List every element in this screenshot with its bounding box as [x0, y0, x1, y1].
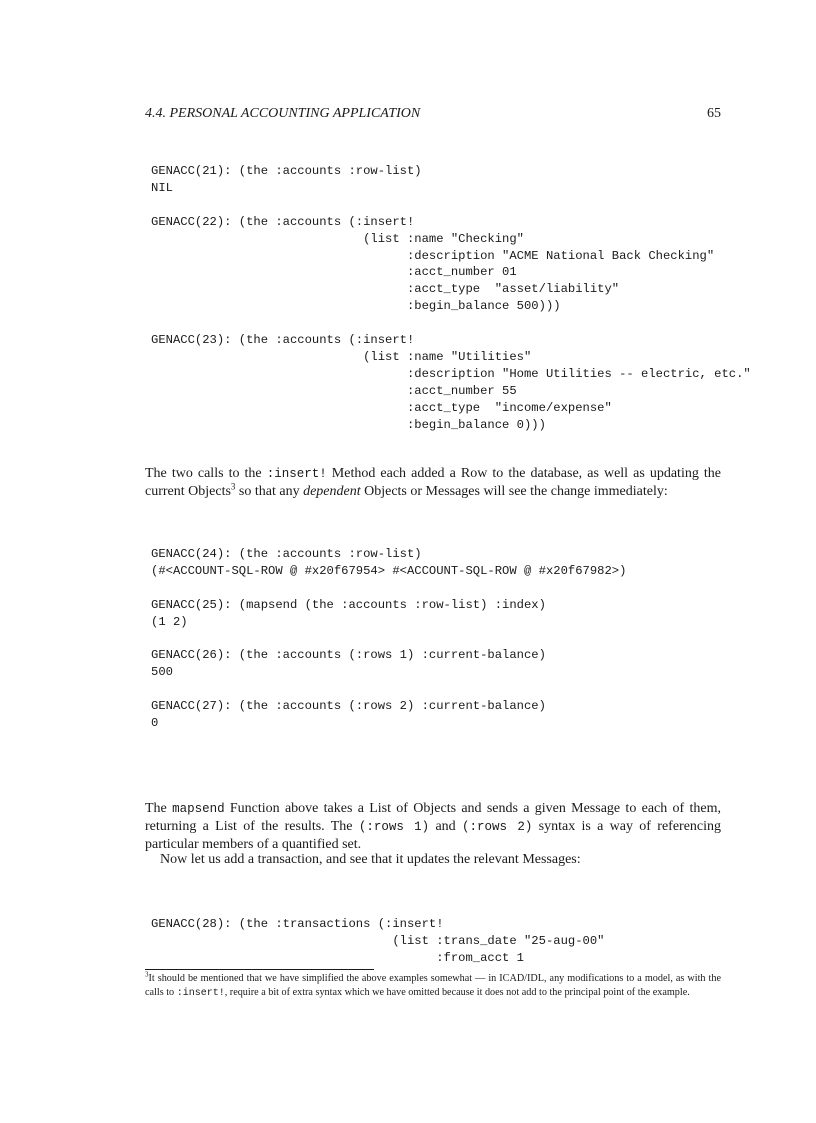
inline-code: :insert! — [176, 987, 225, 999]
paragraph-insert-explanation: The two calls to the :insert! Method each added a Row to the database, as well as updating the current Objects$^3$ so that any dependent Objects or Messages will see the change immediately: — [145, 466, 721, 499]
inline-code: (:rows 1) — [358, 820, 430, 834]
emphasis: dependent — [303, 484, 361, 499]
code-block-genacc-28: GENACC(28): (the :transactions (:insert! (list :trans_date "25-aug-00" :from_acct 1 — [151, 917, 605, 965]
footnote: $^3$It should be mentioned that we have simplified the above examples somewhat — in ICAD/IDL, any modifications to a model, as with the calls to :insert!, require a bit of extra syntax which we have omitted because it does not add to the principal point of the example. — [145, 970, 721, 999]
footnote-ref: 3 — [230, 481, 236, 492]
code-block-genacc-24-27: GENACC(24): (the :accounts :row-list) (#<ACCOUNT-SQL-ROW @ #x20f67954> #<ACCOUNT-SQL-ROW @ #x20f67982>) GENACC(25): (mapsend (the :accounts :row-list) :index) (1 2) GENACC(26): (the :accounts (:rows 1) :current-balance) 500 GENACC(27): (the :accounts (:rows 2) :current-balance) 0 — [151, 547, 627, 731]
inline-code: (:rows 2) — [462, 820, 533, 834]
footnote-marker: 3 — [145, 970, 149, 979]
page-number: 65 — [707, 106, 721, 121]
inline-code: mapsend — [172, 802, 225, 816]
inline-code: :insert! — [266, 467, 327, 481]
section-title: 4.4. PERSONAL ACCOUNTING APPLICATION — [145, 106, 421, 121]
code-block-genacc-21-23: GENACC(21): (the :accounts :row-list) NIL GENACC(22): (the :accounts (:insert! (list :name "Checking" :description "ACME National Back Checking" :acct_number 01 :acct_type "asset/liability" :begin_balance 500))) GENACC(23): (the :accounts (:insert! (list :name "Utilities" :description "Home Utilities -- electric, etc." :acct_number 55 :acct_type "income/expense" :begin_balance 0))) — [151, 164, 751, 432]
footnote-rule — [145, 969, 374, 970]
running-header — [145, 106, 721, 122]
paragraph-transaction-intro: Now let us add a transaction, and see that it updates the relevant Messages: — [160, 852, 581, 867]
paragraph-mapsend-explanation: The mapsend Function above takes a List of Objects and sends a given Message to each of them, returning a List of the results. The (:rows 1) and (:rows 2) syntax is a way of referencing particular members of a quantified set. — [145, 801, 722, 852]
